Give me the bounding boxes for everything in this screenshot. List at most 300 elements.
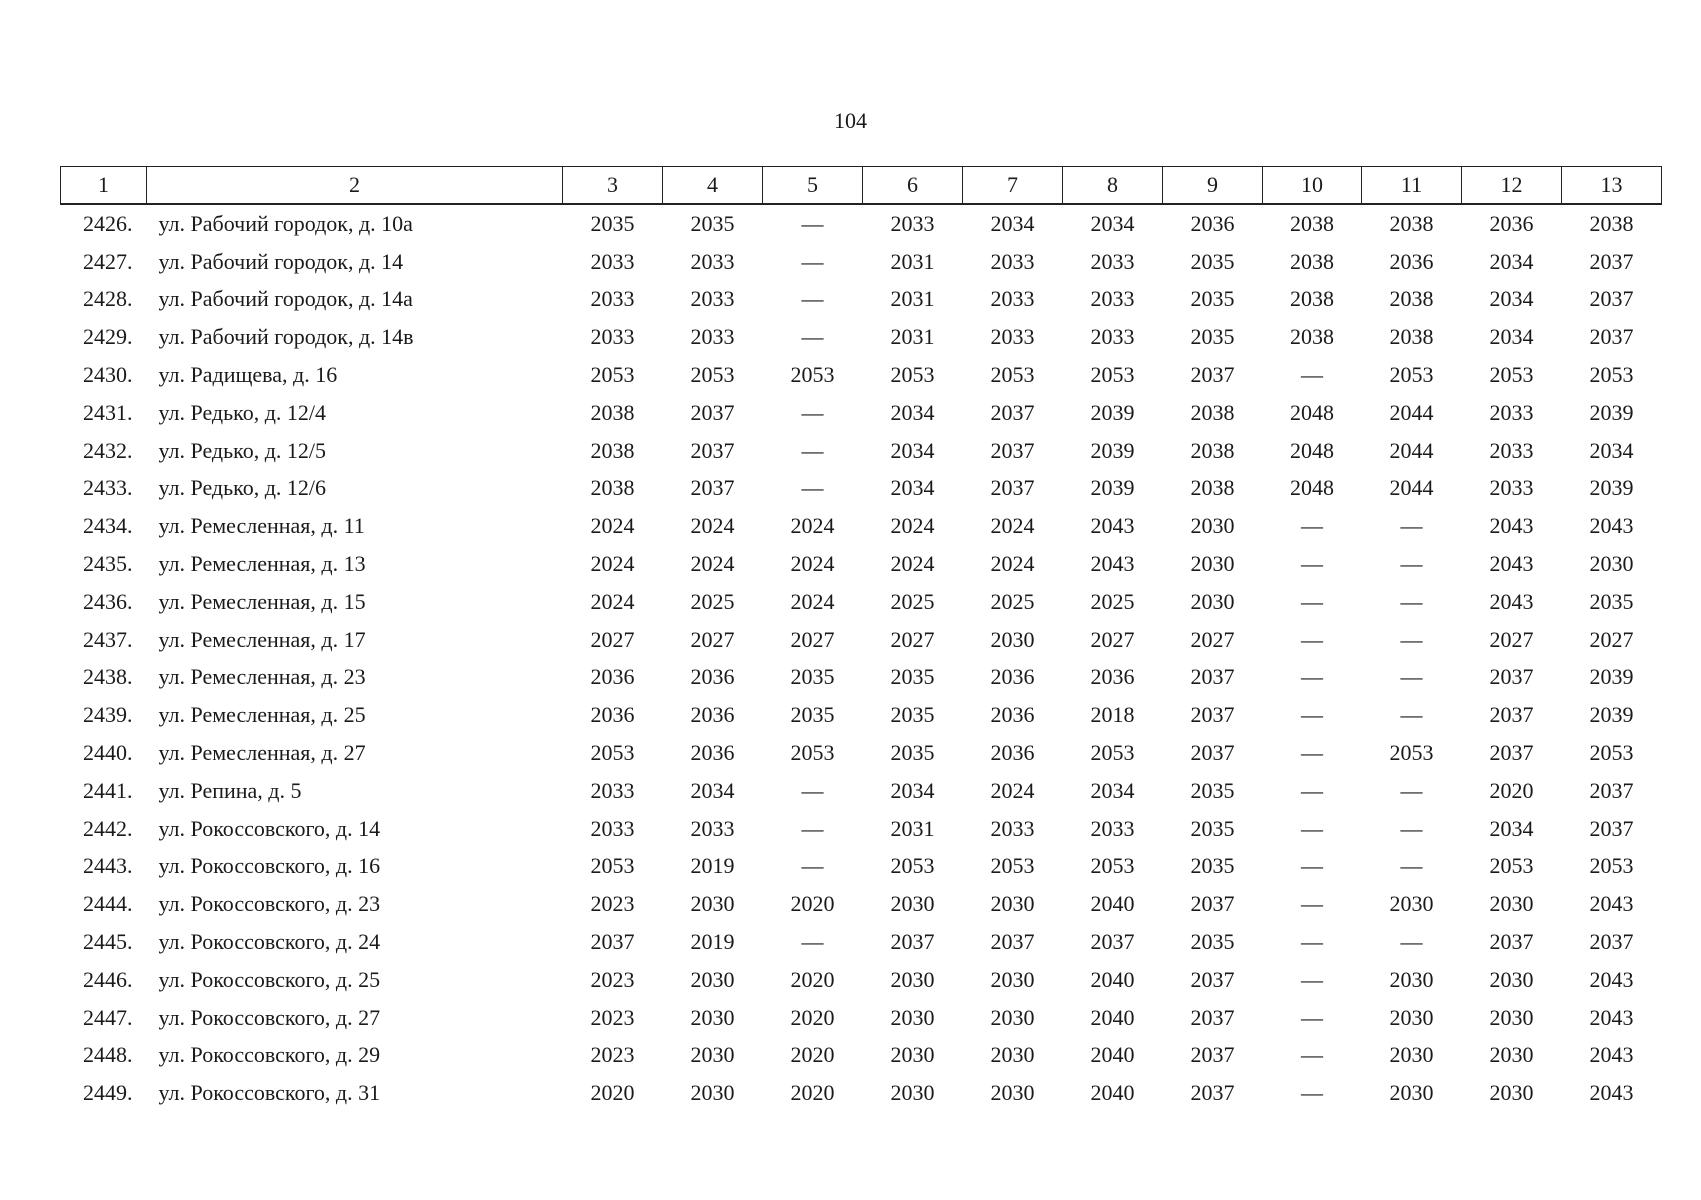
year-cell: 2024: [890, 513, 935, 539]
year-cell: 2036: [1190, 210, 1235, 236]
year-cell: 2037: [1589, 324, 1634, 350]
year-cell: 2037: [1190, 966, 1235, 992]
address-cell: ул. Рабочий городок, д. 14: [158, 248, 404, 274]
year-cell: —: [1301, 513, 1323, 539]
table-row: [61, 885, 1662, 923]
year-cell: 2053: [890, 853, 935, 879]
table-row: [61, 961, 1662, 999]
year-cell: —: [801, 853, 824, 879]
year-cell: 2036: [990, 740, 1035, 766]
year-cell: 2053: [890, 362, 935, 388]
address-cell: ул. Рабочий городок, д. 14а: [158, 286, 413, 312]
year-cell: 2024: [590, 588, 635, 614]
year-cell: 2037: [1190, 1004, 1235, 1030]
year-cell: 2037: [990, 929, 1035, 955]
year-cell: 2053: [590, 362, 635, 388]
year-cell: 2038: [1290, 210, 1334, 236]
year-cell: 2036: [990, 702, 1035, 728]
year-cell: 2037: [690, 437, 735, 463]
year-cell: 2033: [890, 210, 935, 236]
year-cell: 2053: [1389, 362, 1434, 388]
year-cell: 2038: [1290, 286, 1334, 312]
year-cell: 2036: [1489, 210, 1534, 236]
row-number: 2445.: [83, 929, 133, 955]
year-cell: 2037: [1190, 891, 1235, 917]
address-cell: ул. Редько, д. 12/6: [158, 475, 327, 501]
year-cell: 2036: [990, 664, 1035, 690]
year-cell: 2030: [1190, 588, 1235, 614]
year-cell: 2044: [1389, 399, 1434, 425]
year-cell: 2039: [1090, 475, 1135, 501]
year-cell: 2034: [1489, 324, 1534, 350]
year-cell: 2024: [590, 513, 635, 539]
header-row: [61, 167, 1662, 205]
year-cell: 2034: [1489, 815, 1534, 841]
year-cell: —: [1400, 626, 1423, 652]
year-cell: 2039: [1090, 399, 1135, 425]
year-cell: 2037: [890, 929, 935, 955]
year-cell: 2033: [690, 286, 735, 312]
year-cell: 2030: [690, 966, 735, 992]
year-cell: 2033: [690, 324, 735, 350]
year-cell: 2037: [590, 929, 635, 955]
year-cell: 2037: [1489, 664, 1534, 690]
table-row: [61, 432, 1662, 470]
year-cell: 2034: [1090, 210, 1135, 236]
year-cell: 2053: [590, 740, 635, 766]
year-cell: 2038: [1290, 248, 1334, 274]
year-cell: 2024: [590, 551, 635, 577]
year-cell: 2035: [1190, 286, 1235, 312]
year-cell: 2025: [990, 588, 1035, 614]
address-cell: ул. Ремесленная, д. 17: [158, 626, 366, 652]
year-cell: 2037: [1589, 929, 1634, 955]
year-cell: 2030: [1489, 1080, 1534, 1106]
table-row: [61, 1074, 1662, 1112]
row-number: 2448.: [83, 1042, 133, 1068]
year-cell: 2037: [1190, 702, 1235, 728]
year-cell: 2053: [1489, 362, 1534, 388]
year-cell: 2039: [1090, 437, 1135, 463]
year-cell: 2025: [890, 588, 935, 614]
column-header: 7: [963, 167, 1063, 205]
year-cell: 2043: [1090, 551, 1135, 577]
year-cell: 2033: [990, 286, 1035, 312]
row-number: 2441.: [83, 777, 133, 803]
row-number: 2447.: [83, 1004, 133, 1030]
year-cell: —: [801, 399, 824, 425]
year-cell: 2039: [1589, 664, 1634, 690]
year-cell: 2030: [1489, 1004, 1534, 1030]
year-cell: —: [1301, 626, 1323, 652]
year-cell: —: [1400, 815, 1423, 841]
year-cell: 2035: [890, 740, 935, 766]
year-cell: 2031: [890, 324, 935, 350]
year-cell: —: [1400, 929, 1423, 955]
year-cell: —: [1400, 588, 1423, 614]
row-number: 2427.: [83, 248, 133, 274]
year-cell: —: [801, 777, 824, 803]
year-cell: —: [801, 324, 824, 350]
row-number: 2435.: [83, 551, 133, 577]
table-row: [61, 659, 1662, 697]
year-cell: 2038: [1389, 286, 1434, 312]
year-cell: 2037: [1589, 815, 1634, 841]
year-cell: 2024: [790, 588, 835, 614]
year-cell: 2053: [790, 740, 835, 766]
year-cell: 2035: [1190, 853, 1235, 879]
year-cell: 2037: [1190, 362, 1235, 388]
address-cell: ул. Ремесленная, д. 25: [158, 702, 366, 728]
year-cell: —: [801, 929, 824, 955]
year-cell: 2035: [1190, 248, 1235, 274]
row-number: 2442.: [83, 815, 133, 841]
year-cell: 2035: [690, 210, 735, 236]
year-cell: 2043: [1589, 891, 1634, 917]
year-cell: 2043: [1489, 588, 1534, 614]
year-cell: 2037: [990, 437, 1035, 463]
year-cell: 2030: [1389, 1080, 1434, 1106]
year-cell: —: [801, 475, 824, 501]
year-cell: 2043: [1489, 551, 1534, 577]
year-cell: 2027: [790, 626, 835, 652]
year-cell: 2043: [1090, 513, 1135, 539]
row-number: 2431.: [83, 399, 133, 425]
year-cell: 2037: [1489, 929, 1534, 955]
year-cell: 2027: [590, 626, 635, 652]
year-cell: 2035: [1190, 324, 1235, 350]
year-cell: 2020: [590, 1080, 635, 1106]
year-cell: 2027: [890, 626, 935, 652]
year-cell: 2038: [1190, 475, 1235, 501]
year-cell: 2033: [590, 286, 635, 312]
address-cell: ул. Репина, д. 5: [158, 777, 302, 803]
row-number: 2433.: [83, 475, 133, 501]
year-cell: 2036: [690, 740, 735, 766]
year-cell: —: [1400, 551, 1423, 577]
year-cell: 2030: [1489, 1042, 1534, 1068]
year-cell: 2025: [690, 588, 735, 614]
table-row: [61, 281, 1662, 319]
year-cell: 2030: [1589, 551, 1634, 577]
address-cell: ул. Рокоссовского, д. 16: [158, 853, 381, 879]
column-header: 3: [563, 167, 663, 205]
year-cell: 2034: [1489, 248, 1534, 274]
year-cell: 2031: [890, 248, 935, 274]
year-cell: 2025: [1090, 588, 1135, 614]
year-cell: 2024: [990, 513, 1035, 539]
address-cell: ул. Ремесленная, д. 11: [158, 513, 365, 539]
year-cell: 2038: [1190, 399, 1235, 425]
year-cell: —: [1301, 1080, 1323, 1106]
year-cell: 2037: [1190, 1042, 1235, 1068]
year-cell: 2037: [690, 475, 735, 501]
row-number: 2444.: [83, 891, 133, 917]
address-cell: ул. Редько, д. 12/5: [158, 437, 327, 463]
address-cell: ул. Рабочий городок, д. 14в: [158, 324, 414, 350]
year-cell: 2030: [990, 1080, 1035, 1106]
year-cell: 2038: [1389, 324, 1434, 350]
address-cell: ул. Ремесленная, д. 27: [158, 740, 366, 766]
year-cell: 2035: [790, 702, 835, 728]
year-cell: —: [1400, 513, 1423, 539]
year-cell: 2035: [1190, 777, 1235, 803]
year-cell: 2033: [990, 248, 1035, 274]
year-cell: 2033: [1090, 815, 1135, 841]
year-cell: 2044: [1389, 475, 1434, 501]
year-cell: 2043: [1589, 966, 1634, 992]
year-cell: 2027: [690, 626, 735, 652]
row-number: 2429.: [83, 324, 133, 350]
year-cell: 2030: [1389, 1042, 1434, 1068]
address-cell: ул. Рокоссовского, д. 25: [158, 966, 381, 992]
year-cell: 2030: [890, 891, 935, 917]
year-cell: 2043: [1589, 513, 1634, 539]
year-cell: 2020: [790, 891, 835, 917]
address-cell: ул. Рокоссовского, д. 27: [158, 1004, 381, 1030]
year-cell: 2053: [790, 362, 835, 388]
year-cell: 2030: [1190, 513, 1235, 539]
address-cell: ул. Рокоссовского, д. 24: [158, 929, 381, 955]
year-cell: 2023: [590, 966, 635, 992]
year-cell: 2036: [1090, 664, 1135, 690]
year-cell: 2020: [790, 1080, 835, 1106]
year-cell: —: [1301, 362, 1323, 388]
year-cell: —: [1400, 853, 1423, 879]
year-cell: —: [1301, 1004, 1323, 1030]
year-cell: 2033: [590, 815, 635, 841]
year-cell: 2033: [590, 777, 635, 803]
column-header: 9: [1163, 167, 1263, 205]
column-header: 12: [1462, 167, 1562, 205]
year-cell: 2037: [1589, 286, 1634, 312]
year-cell: 2030: [890, 966, 935, 992]
year-cell: 2036: [690, 702, 735, 728]
year-cell: —: [801, 286, 824, 312]
year-cell: 2037: [1489, 702, 1534, 728]
year-cell: —: [1301, 815, 1323, 841]
year-cell: 2035: [590, 210, 635, 236]
table-row: [61, 507, 1662, 545]
year-cell: —: [1301, 740, 1323, 766]
year-cell: 2053: [690, 362, 735, 388]
year-cell: 2037: [690, 399, 735, 425]
year-cell: 2019: [690, 853, 735, 879]
year-cell: 2040: [1090, 891, 1135, 917]
year-cell: 2039: [1589, 475, 1634, 501]
year-cell: 2053: [1589, 362, 1634, 388]
row-number: 2432.: [83, 437, 133, 463]
year-cell: —: [1301, 853, 1323, 879]
table-row: [61, 204, 1662, 243]
year-cell: 2037: [1589, 777, 1634, 803]
row-number: 2437.: [83, 626, 133, 652]
year-cell: 2053: [1489, 853, 1534, 879]
year-cell: 2020: [790, 1004, 835, 1030]
year-cell: —: [1400, 702, 1423, 728]
table-row: [61, 810, 1662, 848]
year-cell: 2024: [890, 551, 935, 577]
year-cell: 2035: [1190, 929, 1235, 955]
year-cell: 2035: [790, 664, 835, 690]
year-cell: 2027: [1190, 626, 1235, 652]
year-cell: 2033: [1090, 248, 1135, 274]
year-cell: 2037: [1190, 664, 1235, 690]
year-cell: 2039: [1589, 702, 1634, 728]
address-cell: ул. Ремесленная, д. 23: [158, 664, 366, 690]
year-cell: 2033: [590, 324, 635, 350]
year-cell: 2035: [1190, 815, 1235, 841]
year-cell: 2030: [890, 1080, 935, 1106]
year-cell: 2033: [1090, 286, 1135, 312]
year-cell: 2034: [890, 399, 935, 425]
year-cell: 2030: [890, 1004, 935, 1030]
year-cell: 2040: [1090, 1080, 1135, 1106]
year-cell: 2030: [1389, 1004, 1434, 1030]
column-header: 5: [763, 167, 863, 205]
year-cell: —: [1301, 966, 1323, 992]
year-cell: 2037: [1090, 929, 1135, 955]
year-cell: —: [1301, 1042, 1323, 1068]
year-cell: 2043: [1589, 1004, 1634, 1030]
year-cell: 2036: [690, 664, 735, 690]
year-cell: 2043: [1589, 1080, 1634, 1106]
year-cell: 2037: [1190, 740, 1235, 766]
year-cell: 2023: [590, 1042, 635, 1068]
year-cell: 2043: [1589, 1042, 1634, 1068]
year-cell: 2033: [1489, 399, 1534, 425]
year-cell: 2053: [1589, 853, 1634, 879]
year-cell: 2030: [690, 1080, 735, 1106]
year-cell: —: [1301, 777, 1323, 803]
year-cell: 2024: [790, 551, 835, 577]
table-row: [61, 923, 1662, 961]
year-cell: 2044: [1389, 437, 1434, 463]
address-cell: ул. Ремесленная, д. 15: [158, 588, 366, 614]
year-cell: 2033: [590, 248, 635, 274]
year-cell: 2030: [1389, 891, 1434, 917]
year-cell: 2043: [1489, 513, 1534, 539]
address-cell: ул. Ремесленная, д. 13: [158, 551, 366, 577]
year-cell: 2038: [1190, 437, 1235, 463]
year-cell: 2030: [1489, 891, 1534, 917]
row-number: 2446.: [83, 966, 133, 992]
year-cell: —: [1301, 891, 1323, 917]
column-header: 1: [61, 167, 147, 205]
year-cell: —: [1301, 664, 1323, 690]
year-cell: —: [1400, 777, 1423, 803]
year-cell: —: [1301, 588, 1323, 614]
year-cell: —: [801, 248, 824, 274]
year-cell: 2039: [1589, 399, 1634, 425]
year-cell: 2053: [990, 362, 1035, 388]
year-cell: 2018: [1090, 702, 1135, 728]
year-cell: 2033: [690, 248, 735, 274]
year-cell: 2030: [990, 626, 1035, 652]
table-row: [61, 1037, 1662, 1075]
table-row: [61, 583, 1662, 621]
column-header: 4: [663, 167, 763, 205]
address-cell: ул. Рабочий городок, д. 10а: [158, 210, 413, 236]
year-cell: 2033: [1489, 437, 1534, 463]
year-cell: 2034: [1589, 437, 1634, 463]
table-row: [61, 999, 1662, 1037]
data-table: [60, 166, 1662, 1112]
year-cell: —: [1301, 929, 1323, 955]
year-cell: 2030: [990, 891, 1035, 917]
year-cell: 2034: [990, 210, 1035, 236]
year-cell: 2038: [1389, 210, 1434, 236]
year-cell: —: [1301, 551, 1323, 577]
year-cell: —: [1301, 702, 1323, 728]
year-cell: 2031: [890, 815, 935, 841]
year-cell: 2035: [890, 702, 935, 728]
column-header: 10: [1263, 167, 1362, 205]
year-cell: 2023: [590, 1004, 635, 1030]
year-cell: 2031: [890, 286, 935, 312]
year-cell: 2033: [690, 815, 735, 841]
year-cell: 2048: [1290, 437, 1334, 463]
year-cell: 2053: [590, 853, 635, 879]
year-cell: 2019: [690, 929, 735, 955]
address-cell: ул. Рокоссовского, д. 29: [158, 1042, 381, 1068]
address-cell: ул. Рокоссовского, д. 14: [158, 815, 381, 841]
year-cell: 2037: [990, 475, 1035, 501]
row-number: 2434.: [83, 513, 133, 539]
year-cell: 2038: [1589, 210, 1634, 236]
column-header: 6: [863, 167, 963, 205]
year-cell: 2030: [990, 1004, 1035, 1030]
year-cell: 2040: [1090, 1004, 1135, 1030]
year-cell: —: [801, 210, 824, 236]
year-cell: 2024: [690, 551, 735, 577]
column-header: 11: [1362, 167, 1462, 205]
address-cell: ул. Радищева, д. 16: [158, 362, 338, 388]
year-cell: 2035: [1589, 588, 1634, 614]
table-row: [61, 772, 1662, 810]
year-cell: 2033: [990, 324, 1035, 350]
table-row: [61, 470, 1662, 508]
year-cell: 2023: [590, 891, 635, 917]
row-number: 2443.: [83, 853, 133, 879]
year-cell: 2036: [1389, 248, 1434, 274]
year-cell: 2034: [890, 475, 935, 501]
column-header: 13: [1562, 167, 1662, 205]
year-cell: 2053: [990, 853, 1035, 879]
year-cell: 2053: [1090, 362, 1135, 388]
year-cell: 2020: [1489, 777, 1534, 803]
year-cell: 2030: [690, 1042, 735, 1068]
year-cell: 2053: [1090, 853, 1135, 879]
year-cell: 2027: [1489, 626, 1534, 652]
year-cell: 2034: [890, 777, 935, 803]
table-row: [61, 394, 1662, 432]
row-number: 2426.: [83, 210, 133, 236]
row-number: 2438.: [83, 664, 133, 690]
year-cell: 2027: [1090, 626, 1135, 652]
table-row: [61, 621, 1662, 659]
address-cell: ул. Редько, д. 12/4: [158, 399, 327, 425]
year-cell: 2037: [1190, 1080, 1235, 1106]
year-cell: 2030: [990, 966, 1035, 992]
table-body: [61, 204, 1662, 1112]
year-cell: 2030: [990, 1042, 1035, 1068]
column-header: 8: [1063, 167, 1163, 205]
year-cell: 2053: [1589, 740, 1634, 766]
column-header: 2: [147, 167, 563, 205]
year-cell: 2038: [590, 437, 635, 463]
year-cell: 2024: [990, 777, 1035, 803]
